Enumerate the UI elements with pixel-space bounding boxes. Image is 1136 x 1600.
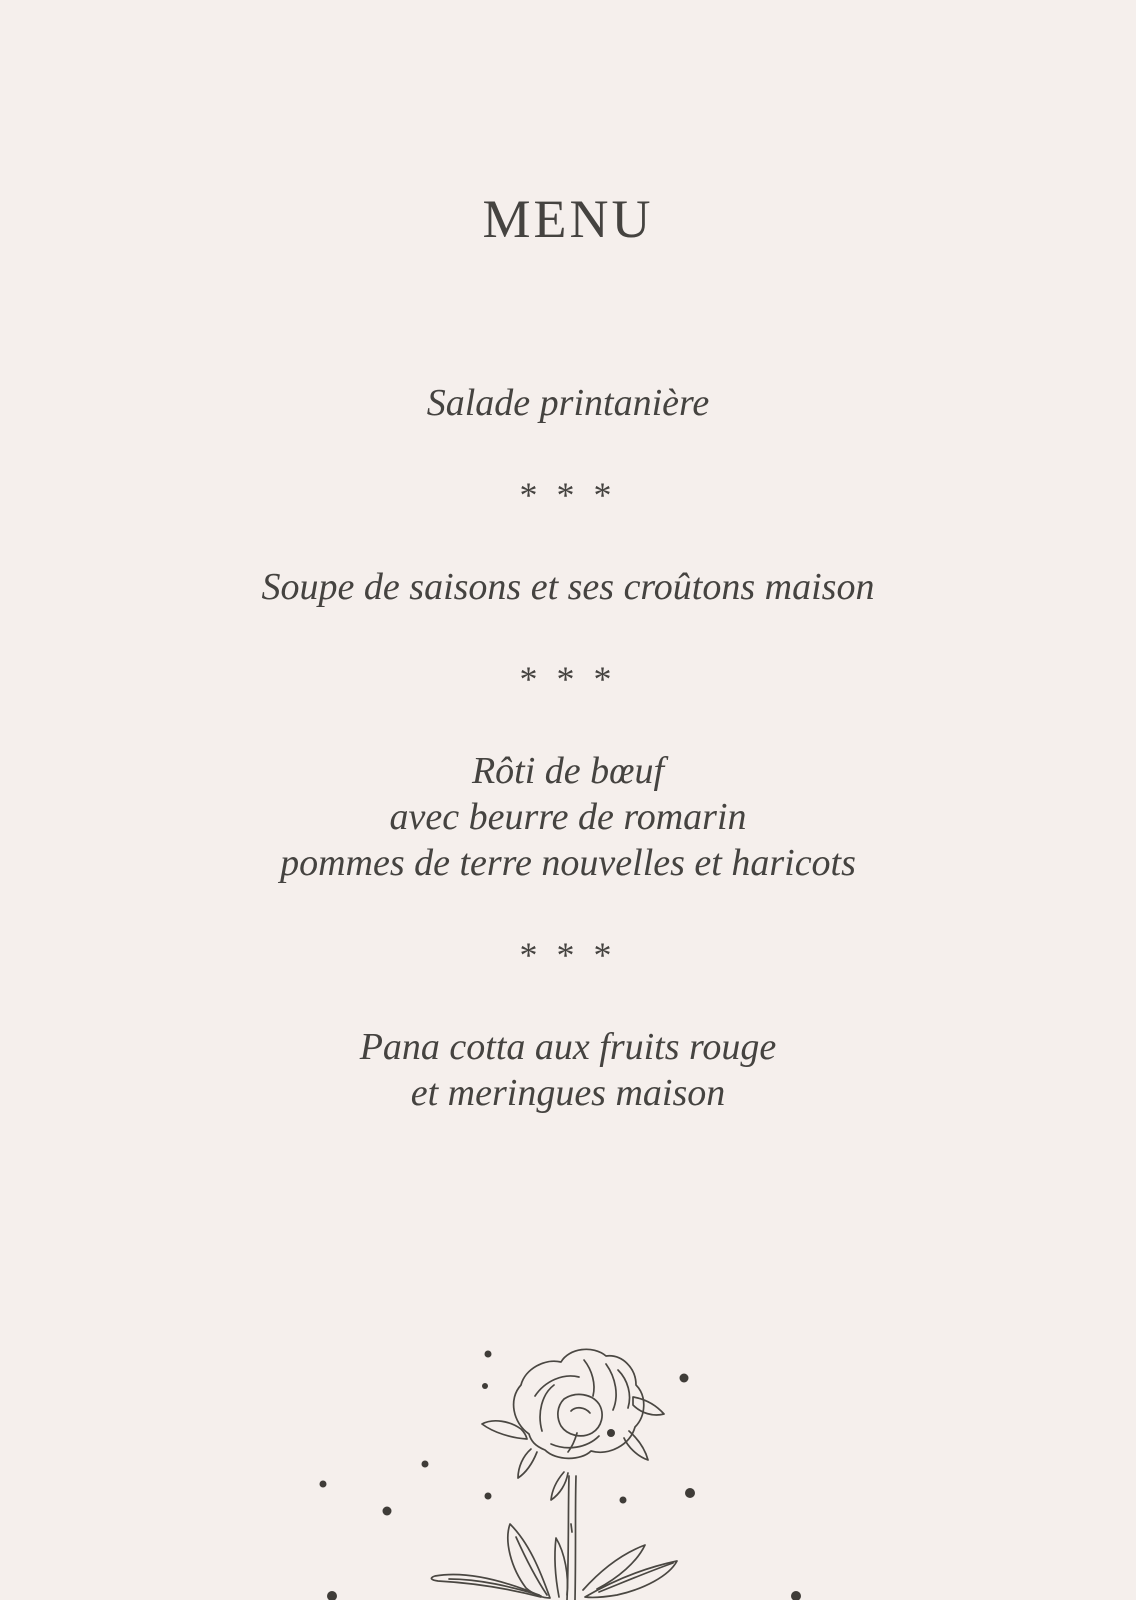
course-starter (0, 380, 1136, 426)
course-separator: * * * (519, 659, 617, 699)
peony-flower-illustration (288, 1300, 848, 1600)
course-line: pommes de terre nouvelles et haricots (280, 842, 856, 884)
menu-title: MENU (482, 189, 654, 249)
scatter-dots (320, 1351, 802, 1600)
peony-flower-svg (288, 1300, 848, 1600)
peony-line-art (431, 1349, 677, 1600)
course-line: et meringues maison (410, 1072, 726, 1114)
scatter-dot (383, 1507, 392, 1516)
scatter-dot (791, 1591, 801, 1600)
scatter-dot (422, 1461, 429, 1468)
course-line: avec beurre de romarin (389, 796, 747, 838)
course-separator: * * * (519, 935, 617, 975)
course-soup (0, 564, 1136, 610)
scatter-dot (485, 1493, 492, 1500)
scatter-dot (320, 1481, 327, 1488)
course-line: Soupe de saisons et ses croûtons maison (261, 566, 875, 608)
course-separator: * * * (519, 475, 617, 515)
course-line: Rôti de bœuf (471, 750, 665, 792)
scatter-dot (327, 1591, 337, 1600)
scatter-dot (607, 1429, 615, 1437)
course-dessert (0, 1024, 1136, 1116)
course-main (0, 748, 1136, 886)
scatter-dot (620, 1497, 627, 1504)
scatter-dot (482, 1383, 488, 1389)
scatter-dot (685, 1488, 695, 1498)
course-line: Pana cotta aux fruits rouge (359, 1026, 777, 1068)
course-line: Salade printanière (426, 382, 710, 424)
scatter-dot (680, 1374, 689, 1383)
scatter-dot (485, 1351, 492, 1358)
